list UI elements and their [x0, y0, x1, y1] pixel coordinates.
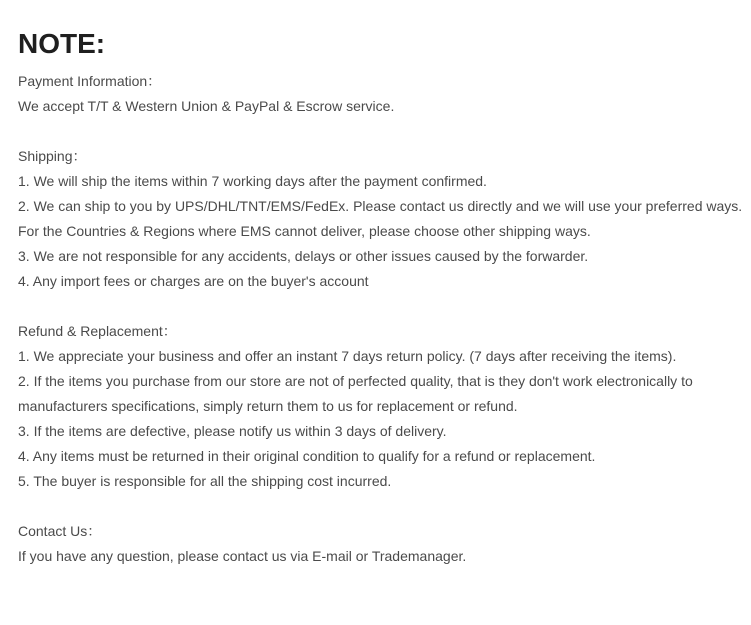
section-shipping	[18, 144, 747, 294]
page-title: NOTE:	[18, 28, 106, 59]
section-title-contact: Contact Us：	[18, 523, 102, 539]
text-line: If you have any question, please contact us via E-mail or Trademanager.	[18, 548, 467, 564]
text-line: 1. We appreciate your business and offer an instant 7 days return policy. (7 days after receiving the items).	[18, 348, 677, 364]
text-line: We accept T/T & Western Union & PayPal & Escrow service.	[18, 98, 395, 114]
text-line: 3. We are not responsible for any accidents, delays or other issues caused by the forwarder.	[18, 248, 589, 264]
text-line: 4. Any import fees or charges are on the buyer's account	[18, 273, 369, 289]
text-line: 2. We can ship to you by UPS/DHL/TNT/EMS/FedEx. Please contact us directly and we will use your preferred ways.	[18, 198, 743, 214]
text-line: 4. Any items must be returned in their original condition to qualify for a refund or replacement.	[18, 448, 596, 464]
text-line: 2. If the items you purchase from our store are not of perfected quality, that is they don't work electronically to	[18, 373, 693, 389]
section-title-refund: Refund & Replacement：	[18, 323, 177, 339]
text-line: 3. If the items are defective, please notify us within 3 days of delivery.	[18, 423, 447, 439]
text-line: 5. The buyer is responsible for all the shipping cost incurred.	[18, 473, 392, 489]
text-line: manufacturers specifications, simply return them to us for replacement or refund.	[18, 398, 518, 414]
section-title-payment: Payment Information：	[18, 73, 162, 89]
section-refund	[18, 319, 747, 494]
section-payment	[18, 69, 747, 119]
text-line: 1. We will ship the items within 7 working days after the payment confirmed.	[18, 173, 487, 189]
section-title-shipping: Shipping：	[18, 148, 87, 164]
section-contact	[18, 519, 747, 569]
text-line: For the Countries & Regions where EMS cannot deliver, please choose other shipping ways.	[18, 223, 591, 239]
